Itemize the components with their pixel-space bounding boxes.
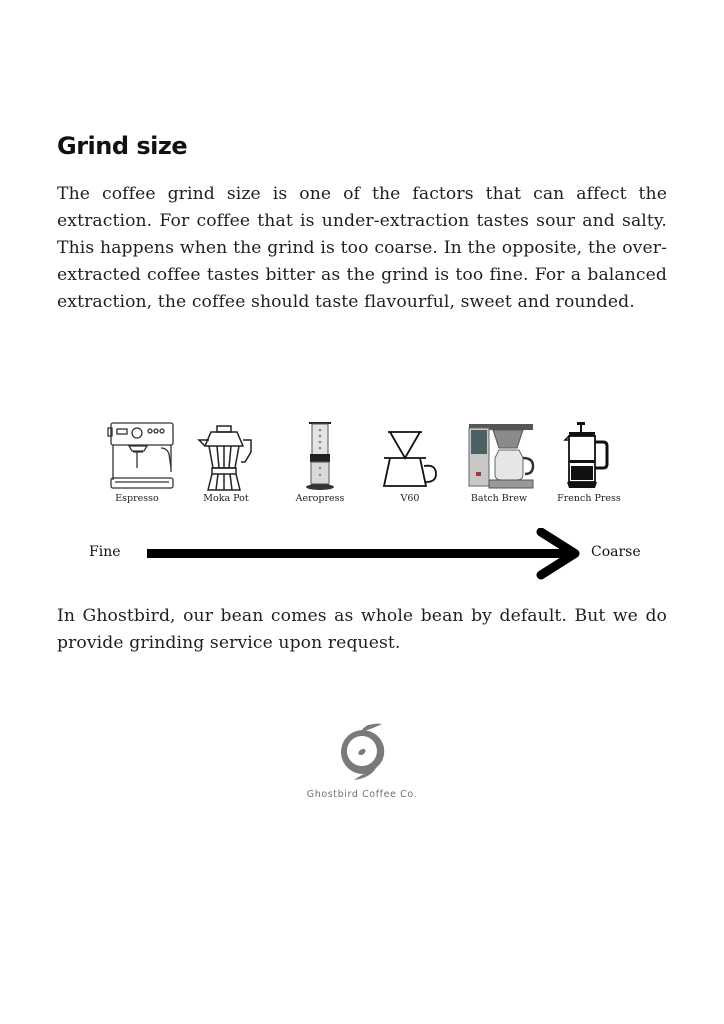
brew-method-label: French Press <box>557 493 621 504</box>
brew-method-moka-pot <box>181 420 271 504</box>
moka-pot-icon <box>195 420 257 492</box>
brew-method-label: Batch Brew <box>470 493 528 504</box>
brew-method-french-press <box>544 420 634 504</box>
brew-method-batch-brew <box>454 420 544 504</box>
grind-scale-arrow-icon <box>145 528 581 580</box>
scale-label-coarse: Coarse <box>591 544 641 560</box>
brew-method-label: Espresso <box>115 493 159 504</box>
service-paragraph: In Ghostbird, our bean comes as whole bean by default. But we do provide grinding service upon request. <box>57 606 667 653</box>
intro-paragraph: The coffee grind size is one of the factors that can affect the extraction. For coffee that is under-extraction tastes sour and salty. This happens when the grind is too coarse. In the opposite, the over-extracted coffee tastes bitter as the grind is too fine. For a balanced extraction, the coffee should taste flavourful, sweet and rounded. <box>57 184 667 312</box>
brew-method-v60 <box>365 420 455 504</box>
brew-method-label: Moka Pot <box>203 493 249 504</box>
ghostbird-logo-icon <box>336 722 388 782</box>
aeropress-icon <box>300 420 340 492</box>
scale-label-fine: Fine <box>89 544 121 560</box>
espresso-machine-icon <box>99 420 175 492</box>
page-heading: Grind size <box>57 132 188 160</box>
brew-method-espresso <box>92 420 182 504</box>
brew-method-label: Aeropress <box>295 493 345 504</box>
brew-method-label: V60 <box>400 493 420 504</box>
brand-name: Ghostbird Coffee Co. <box>306 789 418 800</box>
v60-dripper-icon <box>380 420 440 492</box>
french-press-icon <box>559 420 619 492</box>
batch-brewer-icon <box>459 420 539 492</box>
brew-method-aeropress <box>275 420 365 504</box>
